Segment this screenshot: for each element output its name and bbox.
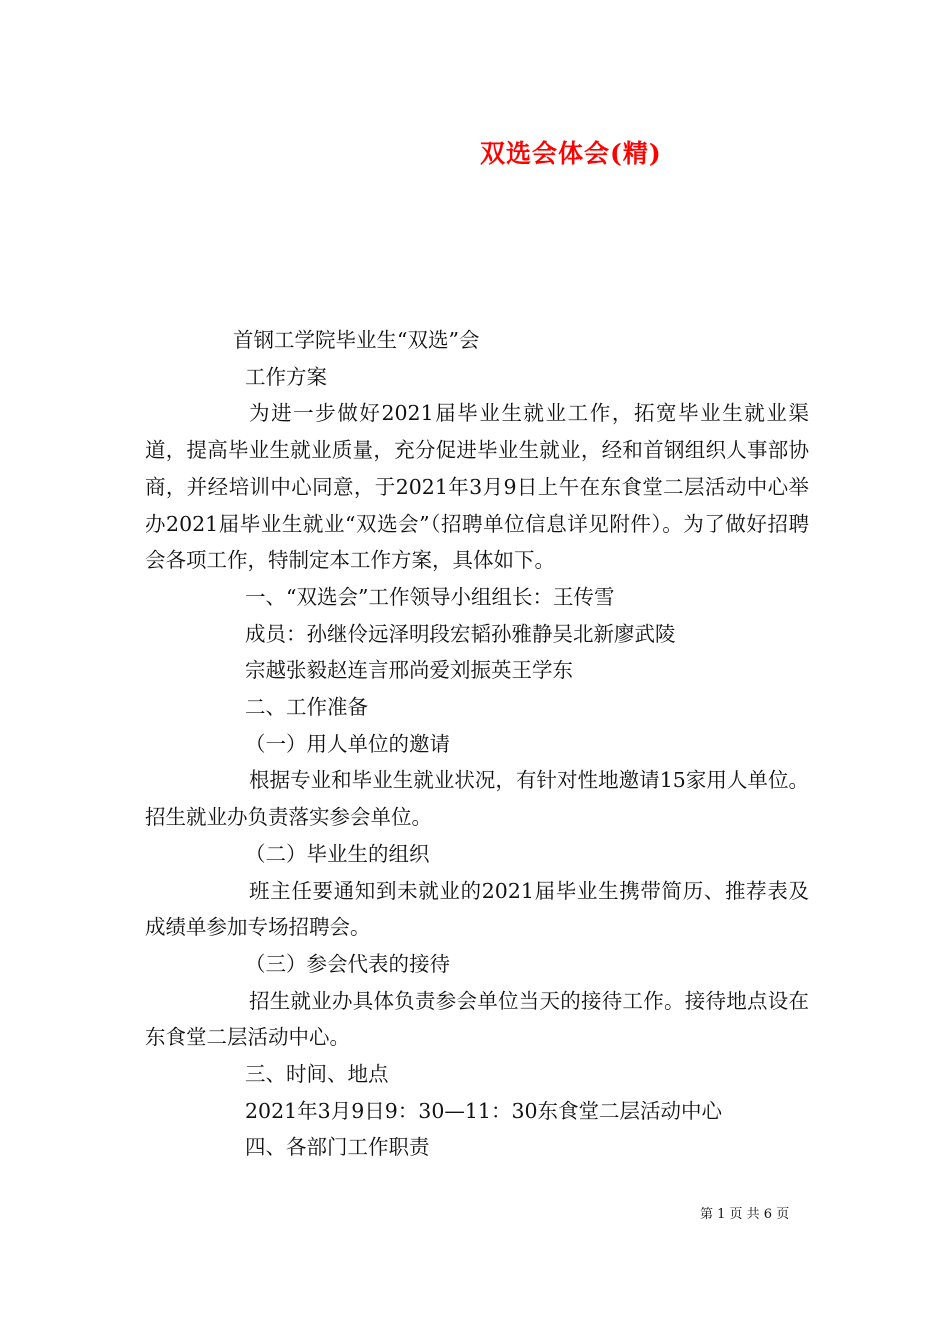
page-number: 第 1 页 共 6 页 <box>700 1207 790 1222</box>
line-school-event: 首钢工学院毕业生“双选”会 <box>233 328 480 352</box>
line-work-plan: 工作方案 <box>245 364 327 389</box>
heading-time-place: 三、时间、地点 <box>245 1062 389 1087</box>
paragraph-graduate-organization: 班主任要通知到未就业的2021届毕业生携带简历、推荐表及成绩单参加专场招聘会。 <box>145 878 809 940</box>
heading-work-preparation: 二、工作准备 <box>245 695 368 720</box>
line-members: 成员：孙继伶远泽明段宏韬孙雅静吴北新廖武陵 <box>245 621 676 646</box>
paragraph-intro: 为进一步做好2021届毕业生就业工作，拓宽毕业生就业渠道，提高毕业生就业质量，充分促进毕业生就业，经和首钢组织人事部协商，并经培训中心同意，于2021年3月9日上午在东食堂二层活动中心举办2021届毕业生就业“双选会”（招聘单位信息详见附件）。为了做好招聘会各项工作，特制定本工作方案，具体如下。 <box>145 401 809 573</box>
paragraph-delegate-reception: 招生就业办具体负责参会单位当天的接待工作。接待地点设在东食堂二层活动中心。 <box>145 988 809 1050</box>
document-title: 双选会体会(精) <box>480 139 662 168</box>
subheading-graduate-organization: （二）毕业生的组织 <box>245 841 430 866</box>
heading-leadership-group: 一、“双选会”工作领导小组组长：王传雪 <box>245 584 615 609</box>
heading-department-duties: 四、各部门工作职责 <box>245 1135 430 1160</box>
document-body <box>145 322 809 1166</box>
subheading-delegate-reception: （三）参会代表的接待 <box>245 951 450 976</box>
line-time-place: 2021年3月9日9：30—11：30东食堂二层活动中心 <box>245 1098 723 1123</box>
line-members-continued: 宗越张毅赵连言邢尚爱刘振英王学东 <box>245 658 573 683</box>
subheading-employer-invitation: （一）用人单位的邀请 <box>245 731 450 756</box>
paragraph-employer-invitation: 根据专业和毕业生就业状况，有针对性地邀请15家用人单位。招生就业办负责落实参会单位。 <box>145 768 809 830</box>
